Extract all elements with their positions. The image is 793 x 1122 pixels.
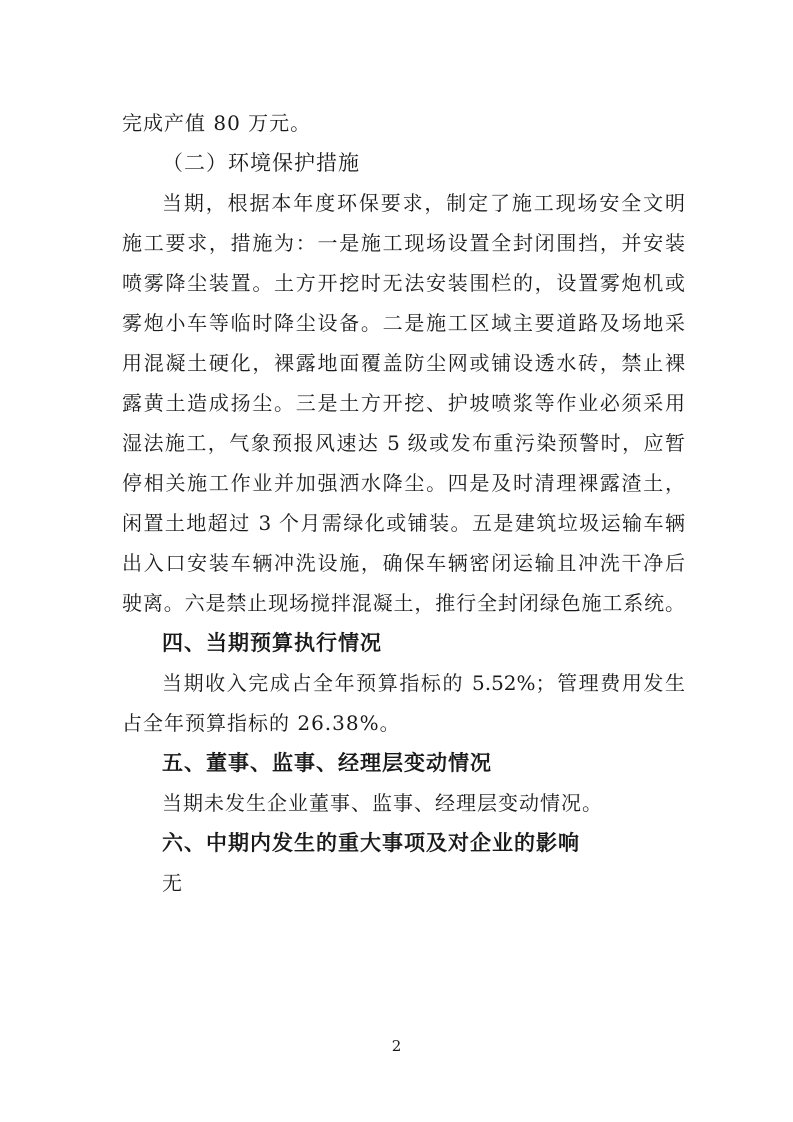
paragraph-line: 当期，根据本年度环保要求，制定了施工现场安全文明	[162, 191, 685, 215]
paragraph-line: 湿法施工，气象预报风速达 5 级或发布重污染预警时，应暂	[122, 431, 685, 455]
paragraph-line: 无	[162, 871, 183, 895]
paragraph-line: 闲置土地超过 3 个月需绿化或铺装。五是建筑垃圾运输车辆	[122, 511, 685, 535]
paragraph-line: 驶离。六是禁止现场搅拌混凝土，推行全封闭绿色施工系统。	[122, 591, 685, 615]
paragraph-line: 当期未发生企业董事、监事、经理层变动情况。	[162, 791, 603, 815]
paragraph-line: 施工要求，措施为：一是施工现场设置全封闭围挡，并安装	[122, 231, 685, 255]
section-heading-4: 四、当期预算执行情况	[162, 631, 382, 655]
section-heading-5: 五、董事、监事、经理层变动情况	[162, 751, 492, 775]
paragraph-line: 占全年预算指标的 26.38%。	[122, 711, 401, 735]
paragraph-line: 当期收入完成占全年预算指标的 5.52%；管理费用发生	[162, 671, 685, 695]
document-body	[122, 103, 685, 903]
paragraph-line: 雾炮小车等临时降尘设备。二是施工区域主要道路及场地采	[122, 311, 685, 335]
paragraph-line: 出入口安装车辆冲洗设施，确保车辆密闭运输且冲洗干净后	[122, 551, 685, 575]
paragraph-line: 用混凝土硬化，裸露地面覆盖防尘网或铺设透水砖，禁止裸	[122, 351, 685, 375]
subsection-heading: （二）环境保护措施	[162, 151, 360, 175]
paragraph-line: 喷雾降尘装置。土方开挖时无法安装围栏的，设置雾炮机或	[122, 271, 685, 295]
page-number: 2	[391, 1037, 402, 1055]
paragraph-line: 停相关施工作业并加强洒水降尘。四是及时清理裸露渣土，	[122, 471, 685, 495]
paragraph-line: 完成产值 80 万元。	[122, 111, 312, 135]
paragraph-line: 露黄土造成扬尘。三是土方开挖、护坡喷浆等作业必须采用	[122, 391, 685, 415]
section-heading-6: 六、中期内发生的重大事项及对企业的影响	[162, 831, 580, 855]
